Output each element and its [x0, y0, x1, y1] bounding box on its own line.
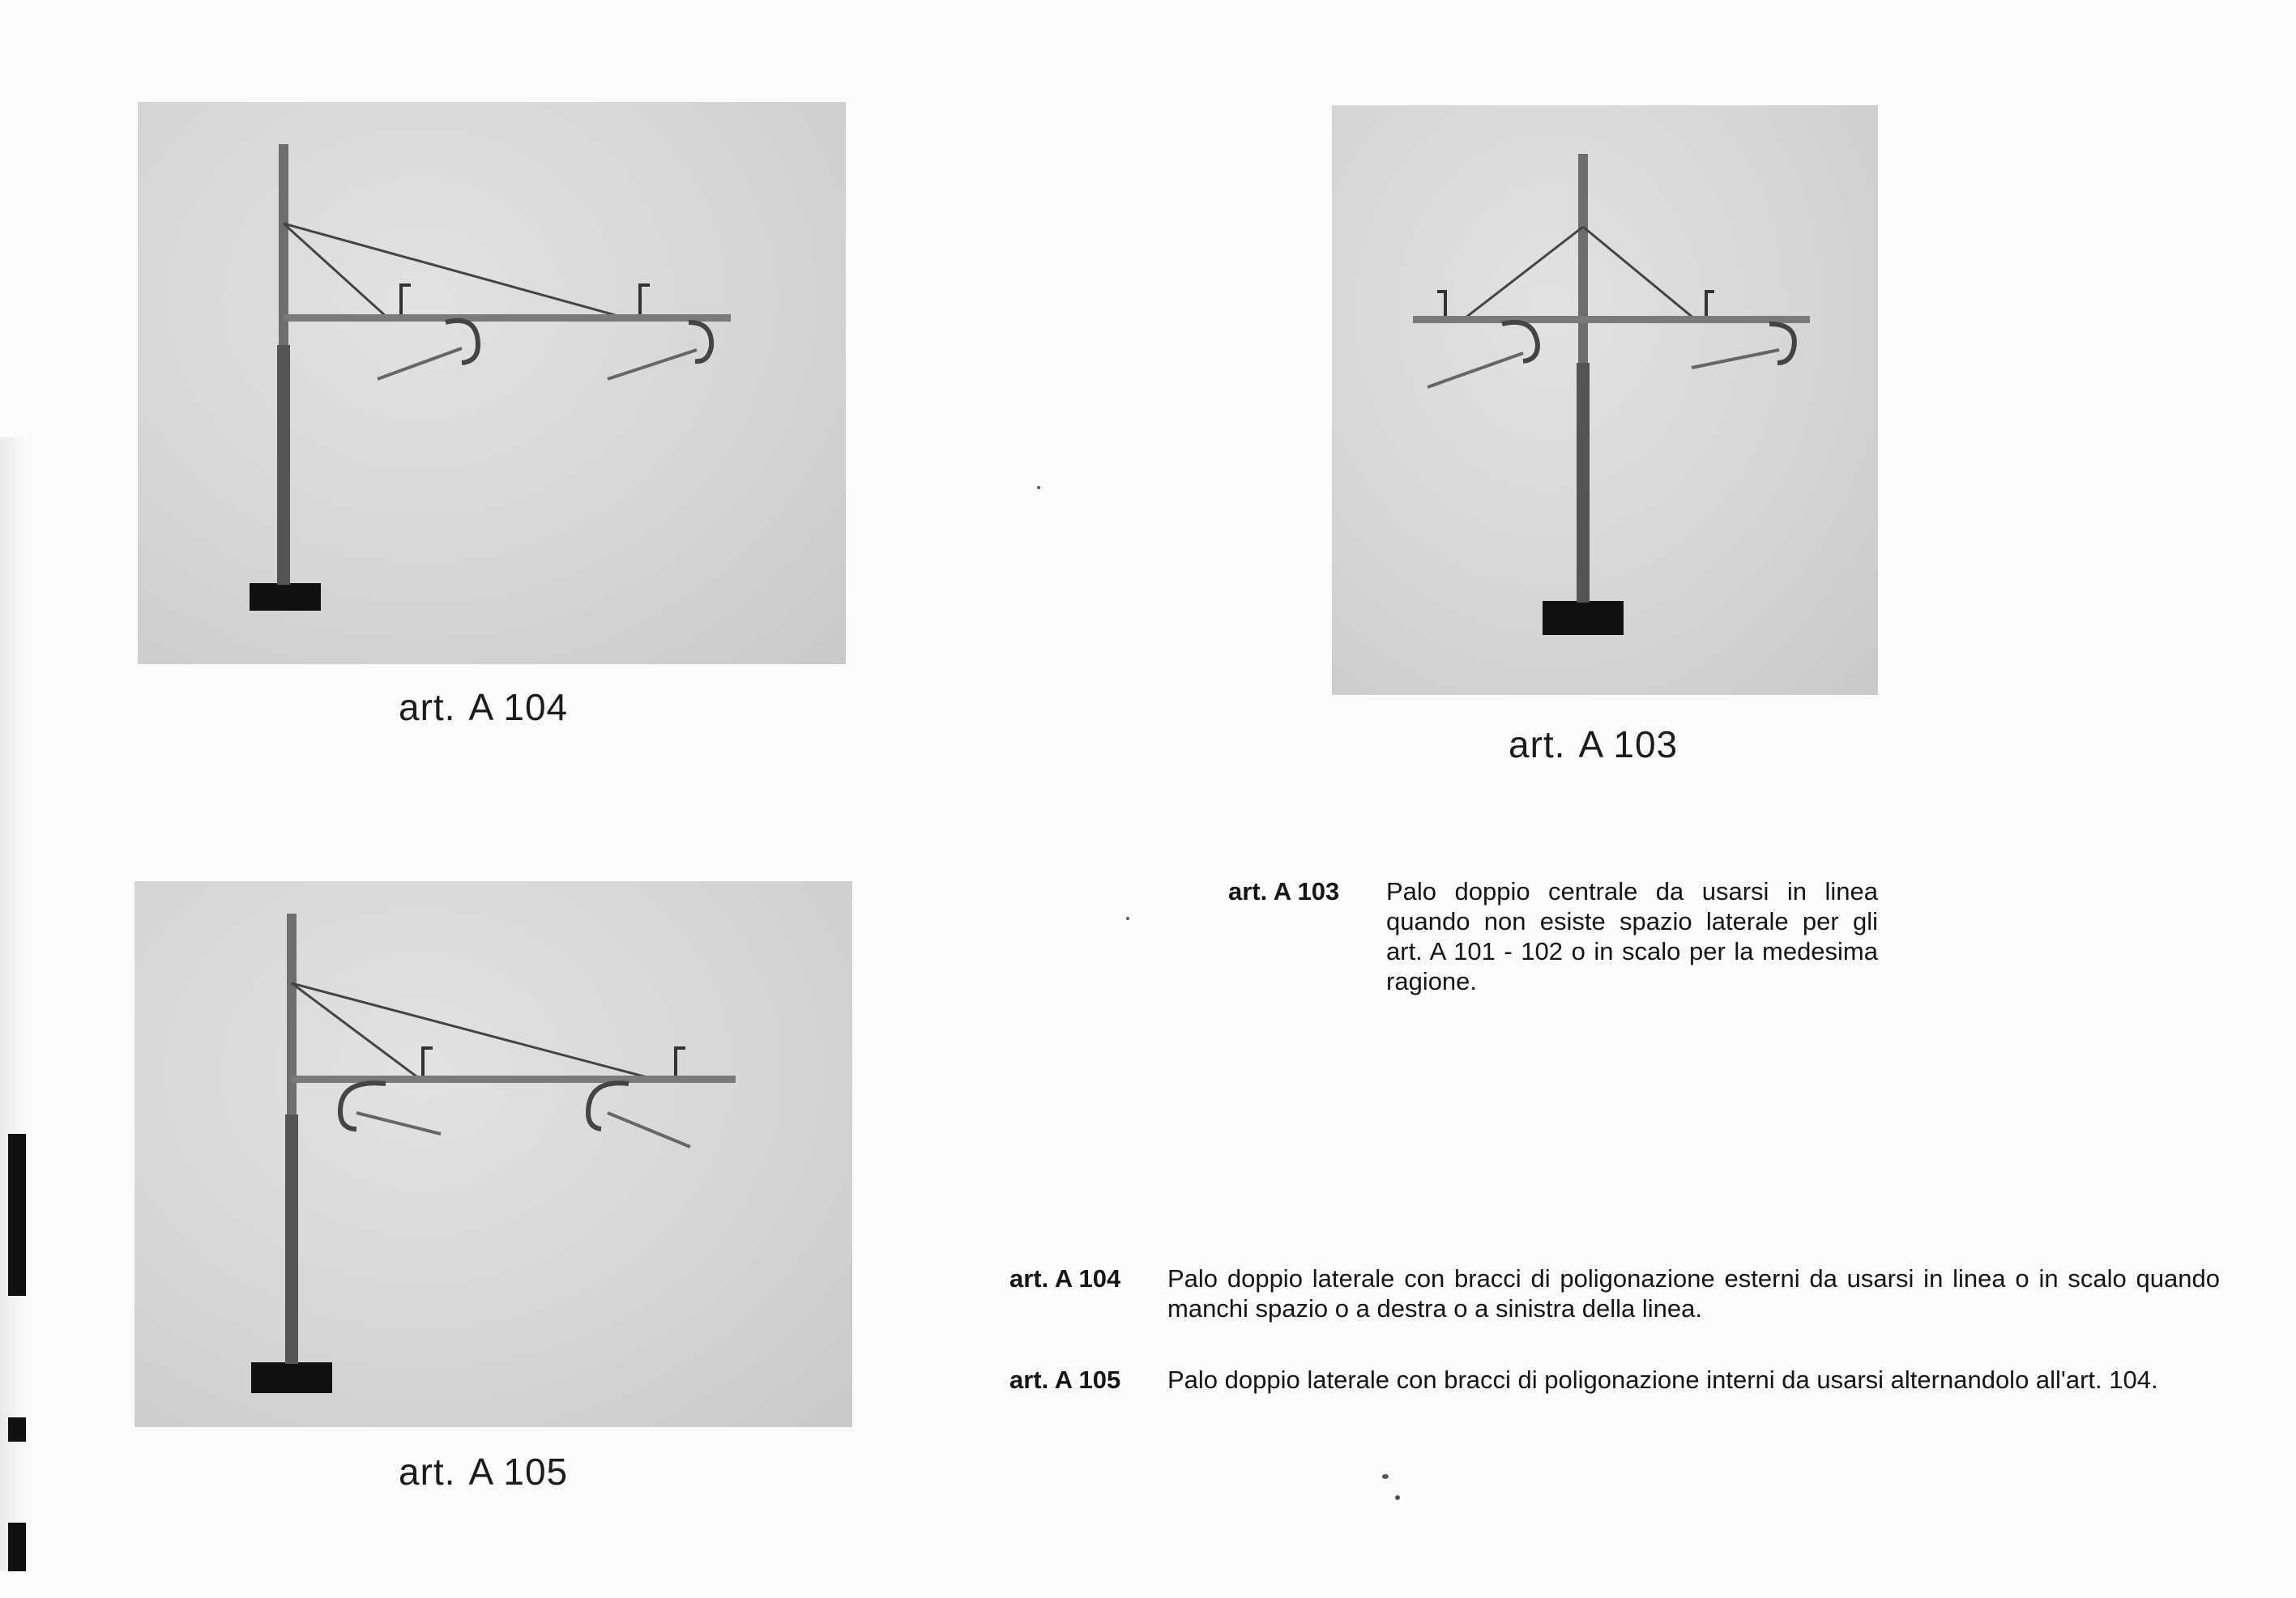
- caption-prefix: art.: [1509, 723, 1566, 765]
- scan-speck: [1037, 486, 1040, 489]
- scan-speck: [1382, 1474, 1389, 1479]
- caption-code: A 105: [468, 1451, 569, 1493]
- caption-code: A 103: [1578, 723, 1679, 765]
- photo-caption-a105: [399, 1450, 568, 1494]
- entry-text: Palo doppio laterale con bracci di poligonazione esterni da usarsi in linea o in scalo quando manchi spazio o a destra o a sinistra della linea.: [1167, 1264, 2220, 1323]
- catenary-pole-a104-illustration: [138, 102, 846, 664]
- photo-art-a103: [1332, 105, 1878, 695]
- caption-code: A 104: [468, 686, 569, 728]
- photo-art-a104: [138, 102, 846, 664]
- description-entry-a105: [1009, 1365, 2220, 1430]
- entry-text: Palo doppio centrale da usarsi in linea quando non esiste spazio laterale per gli art. A 101 - 102 o in scalo per la medesima ragione.: [1386, 877, 1878, 995]
- catenary-pole-a105-illustration: [134, 881, 852, 1427]
- binding-mark: [8, 1417, 26, 1442]
- entry-label: art. A 104: [1009, 1264, 1121, 1293]
- photo-art-a105: [134, 881, 852, 1427]
- catenary-pole-a103-illustration: [1332, 105, 1878, 695]
- description-entry-a103: [1228, 876, 1878, 995]
- photo-caption-a104: [399, 685, 568, 729]
- scan-speck: [1395, 1495, 1400, 1500]
- caption-prefix: art.: [399, 686, 456, 728]
- caption-prefix: art.: [399, 1451, 456, 1493]
- entry-label: art. A 105: [1009, 1366, 1121, 1394]
- description-entry-a104: [1009, 1263, 2220, 1328]
- binding-mark: [8, 1134, 26, 1296]
- photo-caption-a103: [1509, 722, 1678, 766]
- binding-mark: [8, 1523, 26, 1571]
- scan-speck: [1126, 917, 1129, 920]
- page-binding-edge: [0, 437, 28, 1571]
- entry-label: art. A 103: [1228, 877, 1340, 906]
- entry-text: Palo doppio laterale con bracci di poligonazione interni da usarsi alternandolo all'art. 104.: [1167, 1366, 2158, 1394]
